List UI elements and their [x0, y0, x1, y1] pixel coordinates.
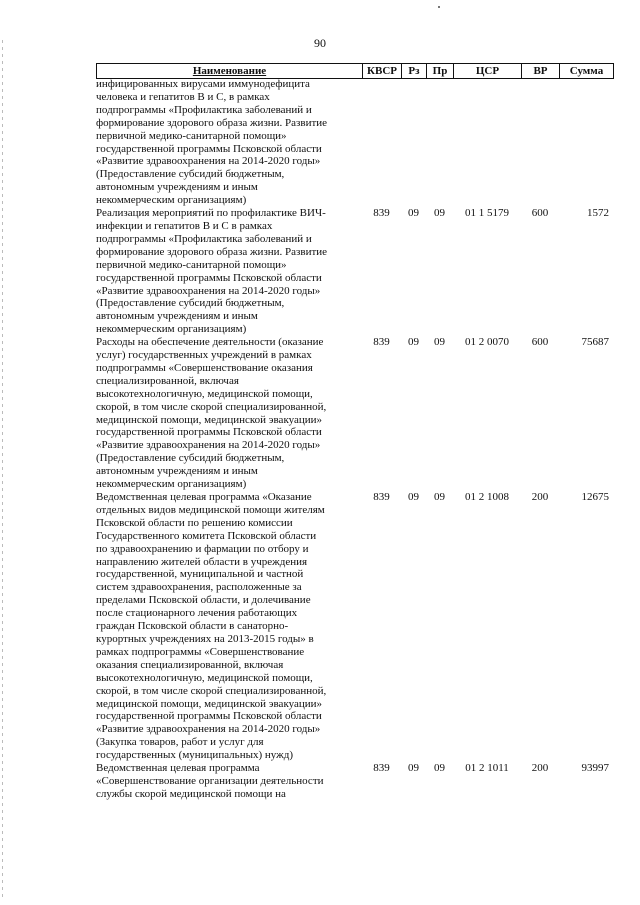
scan-speck — [438, 6, 440, 8]
row-rz: 09 — [408, 207, 419, 220]
row-rz — [401, 78, 426, 207]
row-kvsr — [362, 78, 401, 207]
table-header — [96, 63, 614, 79]
row-name: Ведомственная целевая программа «Совершенствование организации деятельности службы скорой медицинской помощи на — [96, 762, 324, 800]
table-row — [96, 207, 612, 336]
row-sum: 93997 — [581, 762, 609, 775]
row-csr: 01 1 5179 — [465, 207, 509, 220]
row-vr — [521, 78, 559, 207]
table-row — [96, 336, 612, 491]
header-csr: ЦСР — [454, 64, 522, 78]
row-pr: 09 — [434, 207, 445, 220]
table-row — [96, 762, 612, 801]
row-vr: 600 — [531, 207, 549, 220]
row-name: Ведомственная целевая программа «Оказание отдельных видов медицинской помощи жителям Псковской области по решению комиссии Государственного комитета Псковской области по здравоохранению и фармации по отбору и направлению жителей области в учреждения государственной, муниципальной и частной систем здравоохранения, расположенные за пределами Псковской области, и долечивание после стационарного лечения работающих граждан Псковской области в санаторно- курортных учреждениях на 2013-2015 годы» в рамках подпрограммы «Совершенствование оказания специализированной, включая высокотехнологичную, медицинской помощи, скорой, в том числе скорой специализированной, медицинской помощи, медицинской эвакуации» государственной программы Псковской области «Развитие здравоохранения на 2014-2020 годы» (Закупка товаров, работ и услуг для государственных (муниципальных) нужд) — [96, 491, 327, 762]
row-kvsr: 839 — [373, 336, 390, 349]
row-kvsr: 839 — [373, 491, 390, 503]
row-csr: 01 2 1011 — [465, 762, 509, 775]
row-sum: 12675 — [581, 491, 609, 503]
header-name: Наименование — [97, 64, 363, 78]
header-rz: Рз — [402, 64, 427, 78]
table-body — [96, 78, 612, 801]
row-kvsr: 839 — [373, 207, 390, 220]
row-vr: 200 — [531, 491, 549, 503]
table-row — [96, 78, 612, 207]
row-pr: 09 — [434, 491, 445, 503]
table-row — [96, 491, 612, 762]
row-pr: 09 — [434, 762, 445, 775]
row-name: Реализация мероприятий по профилактике ВИЧ- инфекции и гепатитов В и С в рамках подпрограммы «Профилактика заболеваний и формирование здорового образа жизни. Развитие первичной медико-санитарной помощи» государственной программы Псковской области «Развитие здравоохранения на 2014-2020 годы» (Предоставление субсидий бюджетным, автономным учреждениям и иным некоммерческим организациям) — [96, 207, 328, 336]
row-pr — [426, 78, 453, 207]
row-rz: 09 — [408, 336, 419, 349]
header-pr: Пр — [427, 64, 454, 78]
row-name: инфицированных вирусами иммунодефицита человека и гепатитов В и С, в рамках подпрограммы «Профилактика заболеваний и формирование здорового образа жизни. Развитие первичной медико-санитарной помощи» государственной программы Псковской области «Развитие здравоохранения на 2014-2020 годы» (Предоставление субсидий бюджетным, автономным учреждениям и иным некоммерческим организациям) — [96, 78, 328, 207]
row-name: Расходы на обеспечение деятельности (оказание услуг) государственных учреждений в рамках подпрограммы «Совершенствование оказания специализированной, включая высокотехнологичную, медицинской помощи, скорой, в том числе скорой специализированной, медицинской помощи, медицинской эвакуации» государственной программы Псковской области «Развитие здравоохранения на 2014-2020 годы» (Предоставление субсидий бюджетным, автономным учреждениям и иным некоммерческим организациям) — [96, 336, 327, 491]
row-sum: 1572 — [587, 207, 609, 220]
page-number: 90 — [314, 36, 326, 50]
row-csr: 01 2 0070 — [465, 336, 509, 349]
page-left-edge — [2, 40, 3, 900]
row-sum — [559, 78, 612, 207]
row-sum: 75687 — [581, 336, 609, 349]
row-rz: 09 — [408, 491, 419, 503]
row-vr: 600 — [531, 336, 549, 349]
row-csr — [453, 78, 521, 207]
header-vr: ВР — [522, 64, 560, 78]
row-rz: 09 — [408, 762, 419, 775]
row-pr: 09 — [434, 336, 445, 349]
row-csr: 01 2 1008 — [465, 491, 509, 503]
header-kvsr: КВСР — [363, 64, 402, 78]
row-kvsr: 839 — [373, 762, 390, 775]
header-sum: Сумма — [569, 65, 604, 77]
row-vr: 200 — [531, 762, 549, 775]
